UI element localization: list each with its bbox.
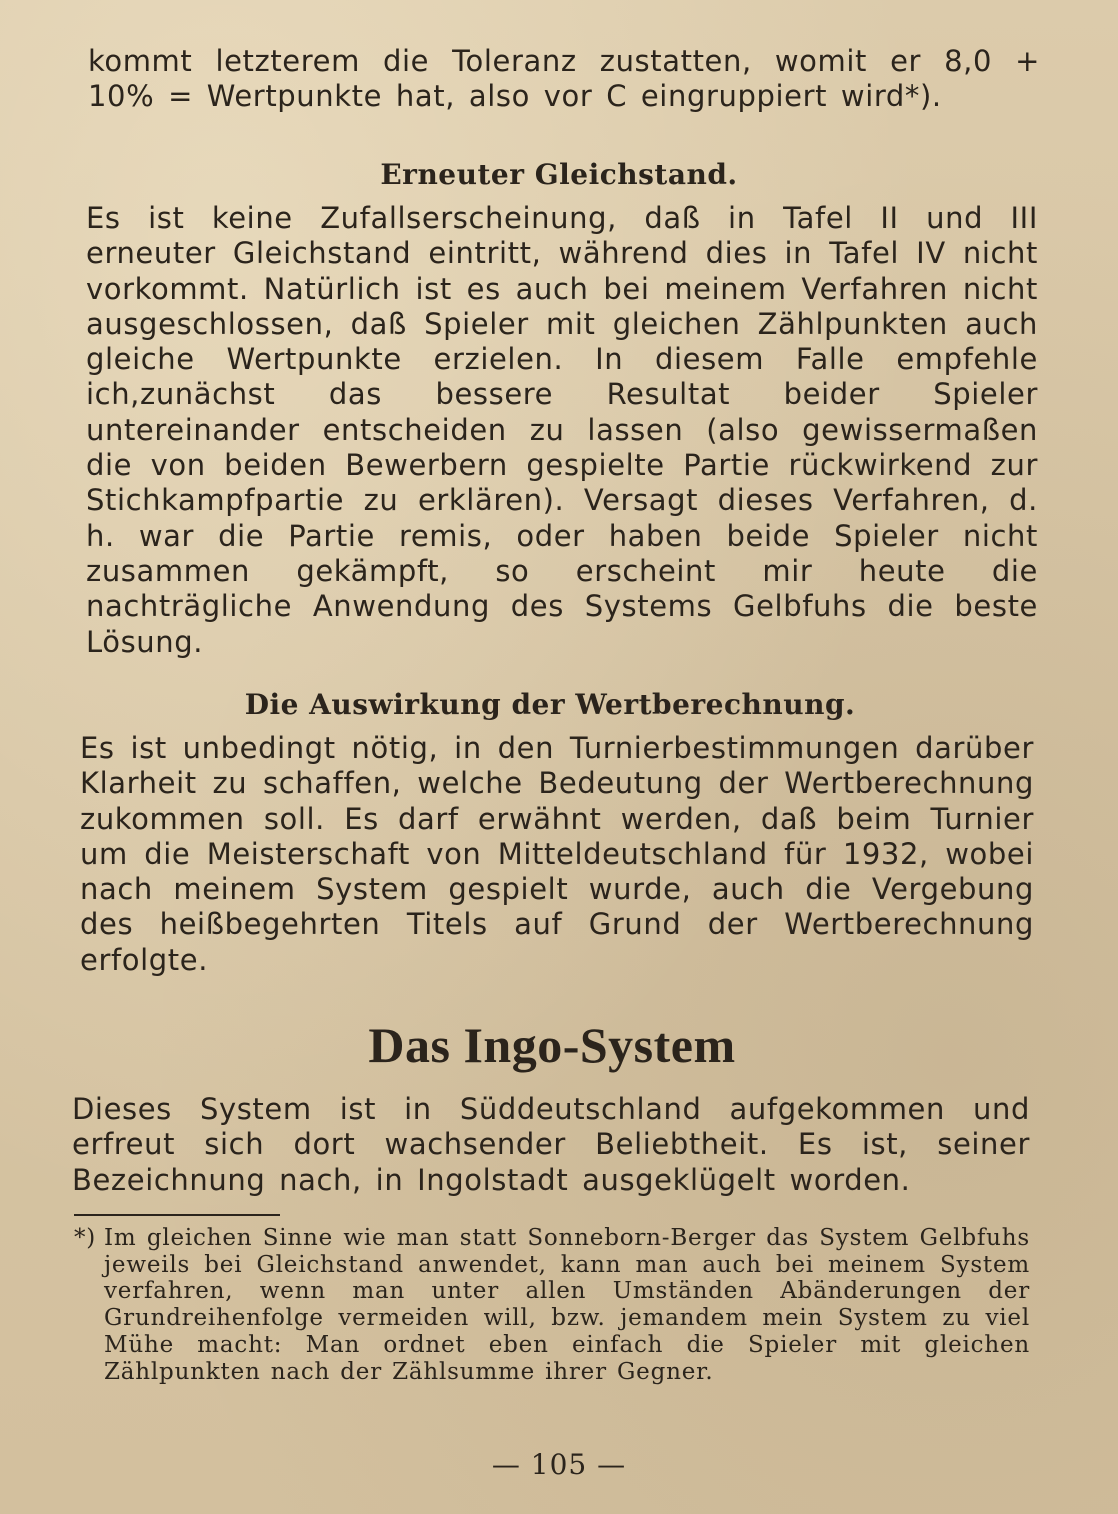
footnote-marker: *)	[74, 1225, 97, 1251]
chapter-title-ingo-system: Das Ingo-System	[368, 1017, 736, 1073]
paragraph-auswirkung-der-wertberechnung: Es ist unbedingt nötig, in den Turnierbestimmungen darüber Klarheit zu schaffen, welche Bedeutung der Wertberechnung zukommen soll. Es darf erwähnt werden, daß beim Turnier um die Meisterschaft von Mitteldeutschland für 1932, wobei nach meinem System gespielt wurde, auch die Vergebung des heißbegehrten Titels auf Grund der Wertberechnung erfolgte.	[80, 731, 1034, 977]
footnote	[74, 1225, 1030, 1385]
intro-paragraph: kommt letzterem die Toleranz zustatten, womit er 8,0 + 10% = Wertpunkte hat, also vor C eingruppiert wird*).	[88, 44, 1040, 114]
section-erneuter-gleichstand-body	[86, 201, 1038, 660]
footnote-divider	[74, 1214, 280, 1216]
footnote-text: Im gleichen Sinne wie man statt Sonneborn-Berger das System Gelbfuhs jeweils bei Gleichstand anwendet, kann man auch bei meinem System verfahren, wenn man unter allen Umständen Abänderungen der Grundreihenfolge vermeiden will, bzw. jemandem mein System zu viel Mühe macht: Man ordnet eben einfach die Spieler mit gleichen Zählpunkten nach der Zählsumme ihrer Gegner.	[104, 1225, 1030, 1385]
paragraph-ingo-system: Dieses System ist in Süddeutschland aufgekommen und erfreut sich dort wachsender Beliebtheit. Es ist, seiner Bezeichnung nach, in Ingolstadt ausgeklügelt worden.	[72, 1092, 1030, 1197]
page-number: — 105 —	[491, 1448, 627, 1481]
chapter-title-block	[0, 1016, 1104, 1074]
section-heading-auswirkung-der-wertberechnung: Die Auswirkung der Wertberechnung.	[244, 688, 856, 721]
section-heading-erneuter-gleichstand: Erneuter Gleichstand.	[380, 158, 738, 191]
intro-block	[88, 44, 1040, 115]
paragraph-erneuter-gleichstand: Es ist keine Zufallserscheinung, daß in Tafel II und III erneuter Gleichstand eintritt, während dies in Tafel IV nicht vorkommt. Natürlich ist es auch bei meinem Verfahren nicht ausgeschlossen, daß Spieler mit gleichen Zählpunkten auch gleiche Wertpunkte erzielen. In diesem Falle empfehle ich,zunächst das bessere Resultat beider Spieler untereinander entscheiden zu lassen (also gewissermaßen die von beiden Bewerbern gespielte Partie rückwirkend zur Stichkampfpartie zu erklären). Versagt dieses Verfahren, d. h. war die Partie remis, oder haben beide Spieler nicht zusammen gekämpft, so erscheint mir heute die nachträgliche Anwendung des Systems Gelbfuhs die beste Lösung.	[86, 201, 1038, 659]
section-erneuter-gleichstand-heading-block	[0, 158, 1118, 191]
section-auswirkung-body	[80, 731, 1034, 978]
section-auswirkung-heading-block	[0, 688, 1100, 721]
section-ingo-system-body	[72, 1092, 1030, 1198]
